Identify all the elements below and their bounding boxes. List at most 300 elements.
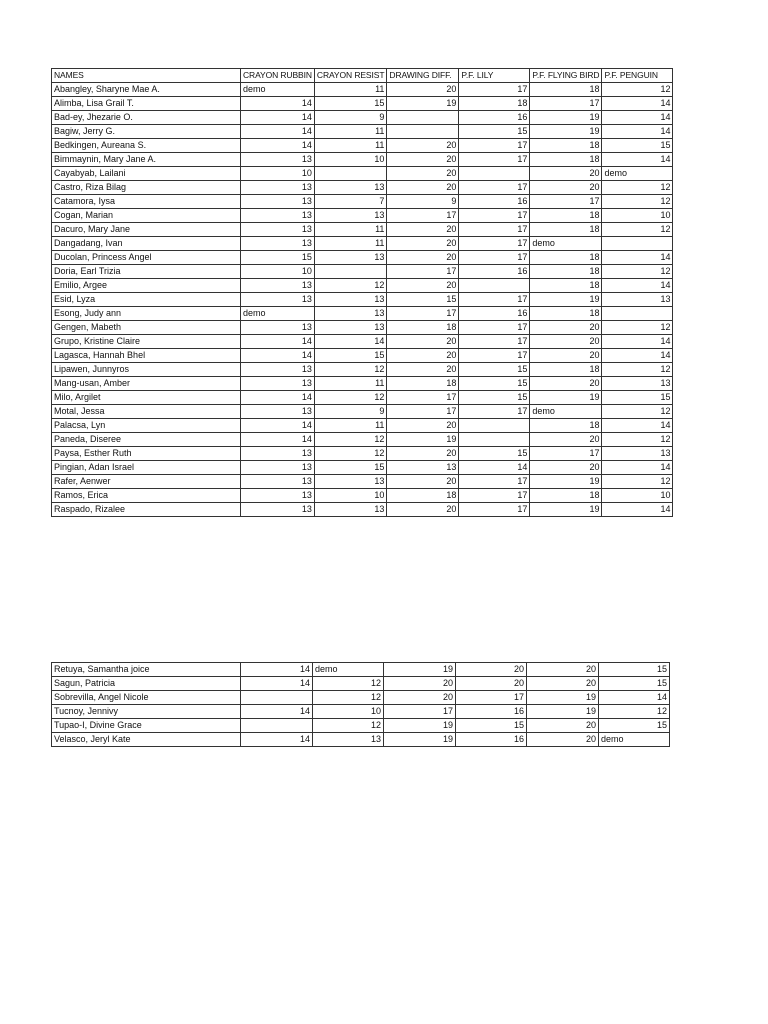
student-name-cell[interactable]: Motal, Jessa (52, 405, 241, 419)
student-row (52, 663, 670, 677)
score-cell[interactable]: 20 (387, 153, 459, 167)
student-row (52, 719, 670, 733)
score-cell[interactable]: 15 (387, 293, 459, 307)
score-cell[interactable]: 13 (241, 153, 315, 167)
score-cell[interactable]: 9 (387, 195, 459, 209)
score-cell[interactable]: 12 (602, 405, 673, 419)
student-name-cell[interactable]: Rafer, Aenwer (52, 475, 241, 489)
score-cell[interactable] (459, 433, 530, 447)
student-name-cell[interactable]: Paneda, Diseree (52, 433, 241, 447)
student-name-cell[interactable]: Tupao-I, Divine Grace (52, 719, 241, 733)
score-cell[interactable]: 12 (313, 691, 384, 705)
score-cell[interactable]: 14 (602, 125, 673, 139)
score-cell[interactable]: 19 (387, 433, 459, 447)
score-cell[interactable]: 14 (241, 111, 315, 125)
score-cell[interactable] (314, 265, 387, 279)
score-cell[interactable]: 12 (313, 719, 384, 733)
score-cell[interactable]: 13 (241, 475, 315, 489)
score-cell[interactable]: 19 (530, 475, 602, 489)
score-cell[interactable]: 12 (602, 363, 673, 377)
score-cell[interactable]: 20 (527, 719, 599, 733)
student-row (52, 223, 673, 237)
score-cell[interactable]: 19 (530, 111, 602, 125)
score-cell[interactable] (459, 419, 530, 433)
score-cell[interactable]: 14 (241, 349, 315, 363)
score-cell[interactable]: 20 (530, 181, 602, 195)
student-row (52, 111, 673, 125)
score-cell[interactable]: 18 (530, 223, 602, 237)
score-cell[interactable]: 17 (387, 265, 459, 279)
score-cell[interactable]: 14 (241, 677, 313, 691)
score-cell[interactable]: 17 (459, 405, 530, 419)
score-cell[interactable]: 13 (314, 321, 387, 335)
score-cell[interactable]: 18 (530, 279, 602, 293)
student-name-cell[interactable]: Mang-usan, Amber (52, 377, 241, 391)
student-row (52, 153, 673, 167)
score-cell[interactable]: 12 (602, 181, 673, 195)
student-name-cell[interactable]: Bagiw, Jerry G. (52, 125, 241, 139)
header-cell[interactable]: NAMES (52, 69, 241, 83)
score-cell[interactable]: 14 (241, 433, 315, 447)
score-cell[interactable]: 15 (241, 251, 315, 265)
student-name-cell[interactable]: Gengen, Mabeth (52, 321, 241, 335)
score-cell[interactable]: 18 (530, 209, 602, 223)
score-cell[interactable]: 11 (314, 237, 387, 251)
score-cell[interactable]: 13 (241, 181, 315, 195)
grades-table-body (52, 69, 673, 517)
student-row (52, 265, 673, 279)
score-cell[interactable]: 12 (314, 363, 387, 377)
score-cell[interactable]: 19 (384, 733, 456, 747)
score-cell[interactable]: 13 (313, 733, 384, 747)
grades-table (51, 68, 673, 517)
score-cell[interactable] (459, 279, 530, 293)
student-name-cell[interactable]: Grupo, Kristine Claire (52, 335, 241, 349)
score-cell[interactable]: 15 (459, 363, 530, 377)
score-cell[interactable] (602, 307, 673, 321)
score-cell[interactable]: 20 (387, 251, 459, 265)
score-cell[interactable]: 18 (387, 377, 459, 391)
score-cell[interactable]: 20 (387, 139, 459, 153)
score-cell[interactable]: 15 (459, 377, 530, 391)
student-row (52, 705, 670, 719)
score-cell[interactable]: 15 (602, 391, 673, 405)
score-cell[interactable]: 11 (314, 377, 387, 391)
score-cell[interactable]: 13 (314, 209, 387, 223)
score-cell[interactable]: demo (530, 405, 602, 419)
student-name-cell[interactable]: Emilio, Argee (52, 279, 241, 293)
score-cell[interactable]: 14 (602, 335, 673, 349)
score-cell[interactable]: 18 (530, 153, 602, 167)
score-cell[interactable]: 14 (241, 391, 315, 405)
score-cell[interactable]: 15 (599, 663, 670, 677)
score-cell[interactable]: 13 (241, 237, 315, 251)
score-cell[interactable]: 13 (314, 475, 387, 489)
score-cell[interactable]: 13 (602, 447, 673, 461)
score-cell[interactable]: 15 (314, 461, 387, 475)
score-cell[interactable]: 18 (530, 363, 602, 377)
score-cell[interactable]: 20 (384, 677, 456, 691)
score-cell[interactable]: 13 (602, 377, 673, 391)
score-cell[interactable]: 19 (387, 97, 459, 111)
score-cell[interactable]: 20 (387, 447, 459, 461)
score-cell[interactable]: 13 (602, 293, 673, 307)
score-cell[interactable]: 20 (387, 419, 459, 433)
score-cell[interactable] (387, 125, 459, 139)
student-name-cell[interactable]: Retuya, Samantha joice (52, 663, 241, 677)
score-cell[interactable]: 13 (241, 447, 315, 461)
score-cell[interactable]: 13 (241, 363, 315, 377)
score-cell[interactable]: 17 (530, 195, 602, 209)
student-name-cell[interactable]: Lipawen, Junnyros (52, 363, 241, 377)
header-cell[interactable]: DRAWING DIFF. (387, 69, 459, 83)
score-cell[interactable]: 18 (530, 419, 602, 433)
student-name-cell[interactable]: Velasco, Jeryl Kate (52, 733, 241, 747)
score-cell[interactable]: 15 (459, 391, 530, 405)
score-cell[interactable]: 14 (241, 125, 315, 139)
score-cell[interactable]: 10 (602, 209, 673, 223)
score-cell[interactable]: 12 (314, 447, 387, 461)
score-cell[interactable]: 17 (459, 489, 530, 503)
score-cell[interactable]: 17 (459, 83, 530, 97)
score-cell[interactable]: 20 (530, 335, 602, 349)
score-cell[interactable]: 15 (456, 719, 527, 733)
student-name-cell[interactable]: Milo, Argilet (52, 391, 241, 405)
score-cell[interactable]: 19 (384, 663, 456, 677)
score-cell[interactable]: 20 (387, 83, 459, 97)
score-cell[interactable]: 9 (314, 405, 387, 419)
score-cell[interactable]: 17 (387, 391, 459, 405)
score-cell[interactable]: 20 (530, 349, 602, 363)
score-cell[interactable]: 16 (459, 307, 530, 321)
score-cell[interactable]: 14 (599, 691, 670, 705)
score-cell[interactable]: 20 (530, 377, 602, 391)
student-row (52, 733, 670, 747)
student-row (52, 83, 673, 97)
score-cell[interactable]: 7 (314, 195, 387, 209)
score-cell[interactable]: 15 (314, 349, 387, 363)
score-cell[interactable]: 9 (314, 111, 387, 125)
score-cell[interactable]: 15 (459, 447, 530, 461)
grades-table-continued (51, 662, 670, 747)
score-cell[interactable]: 19 (530, 503, 602, 517)
header-cell[interactable]: CRAYON RESIST (314, 69, 387, 83)
score-cell[interactable]: 12 (602, 265, 673, 279)
score-cell[interactable]: 20 (387, 335, 459, 349)
score-cell[interactable]: 17 (459, 209, 530, 223)
score-cell[interactable] (241, 719, 313, 733)
header-row (52, 69, 673, 83)
score-cell[interactable]: 20 (387, 279, 459, 293)
student-name-cell[interactable]: Dangadang, Ivan (52, 237, 241, 251)
score-cell[interactable]: 14 (602, 349, 673, 363)
student-row (52, 391, 673, 405)
student-row (52, 237, 673, 251)
student-name-cell[interactable]: Cayabyab, Lailani (52, 167, 241, 181)
score-cell[interactable]: 10 (241, 167, 315, 181)
student-row (52, 307, 673, 321)
score-cell[interactable]: 13 (241, 195, 315, 209)
score-cell[interactable]: 16 (456, 705, 527, 719)
student-name-cell[interactable]: Cogan, Marian (52, 209, 241, 223)
score-cell[interactable]: 12 (314, 279, 387, 293)
score-cell[interactable]: 16 (459, 195, 530, 209)
score-cell[interactable]: 14 (602, 461, 673, 475)
header-cell[interactable]: CRAYON RUBBIN (241, 69, 315, 83)
student-name-cell[interactable]: Dacuro, Mary Jane (52, 223, 241, 237)
score-cell[interactable]: 11 (314, 223, 387, 237)
score-cell[interactable]: 17 (459, 237, 530, 251)
student-row (52, 97, 673, 111)
score-cell[interactable]: 14 (241, 733, 313, 747)
score-cell[interactable]: 17 (459, 335, 530, 349)
score-cell[interactable]: 16 (456, 733, 527, 747)
score-cell[interactable]: 14 (241, 705, 313, 719)
score-cell[interactable]: 13 (241, 405, 315, 419)
score-cell[interactable]: 20 (527, 733, 599, 747)
score-cell[interactable]: 20 (387, 181, 459, 195)
score-cell[interactable]: 10 (313, 705, 384, 719)
score-cell[interactable]: demo (241, 83, 315, 97)
score-cell[interactable]: 13 (387, 461, 459, 475)
score-cell[interactable]: 12 (599, 705, 670, 719)
student-row (52, 433, 673, 447)
score-cell[interactable]: demo (313, 663, 384, 677)
score-cell[interactable]: 20 (456, 677, 527, 691)
score-cell[interactable]: 13 (241, 209, 315, 223)
score-cell[interactable]: 14 (241, 97, 315, 111)
score-cell[interactable]: 17 (459, 223, 530, 237)
score-cell[interactable]: 17 (459, 349, 530, 363)
score-cell[interactable]: 13 (241, 321, 315, 335)
student-row (52, 335, 673, 349)
score-cell[interactable]: demo (241, 307, 315, 321)
score-cell[interactable]: 20 (387, 349, 459, 363)
score-cell[interactable]: 18 (530, 251, 602, 265)
score-cell[interactable] (314, 167, 387, 181)
score-cell[interactable]: 15 (599, 677, 670, 691)
score-cell[interactable]: 13 (241, 293, 315, 307)
student-row (52, 125, 673, 139)
header-cell[interactable]: P.F. LILY (459, 69, 530, 83)
score-cell[interactable]: 18 (387, 321, 459, 335)
score-cell[interactable]: 12 (602, 321, 673, 335)
student-row (52, 461, 673, 475)
score-cell[interactable]: 13 (314, 181, 387, 195)
score-cell[interactable]: 18 (530, 139, 602, 153)
score-cell[interactable]: 19 (530, 391, 602, 405)
student-name-cell[interactable]: Ramos, Erica (52, 489, 241, 503)
score-cell[interactable]: 20 (530, 433, 602, 447)
score-cell[interactable]: 14 (602, 419, 673, 433)
score-cell[interactable]: 20 (527, 663, 599, 677)
score-cell[interactable]: 20 (387, 363, 459, 377)
student-name-cell[interactable]: Abangley, Sharyne Mae A. (52, 83, 241, 97)
student-name-cell[interactable]: Catamora, Iysa (52, 195, 241, 209)
student-row (52, 167, 673, 181)
score-cell[interactable]: 19 (530, 293, 602, 307)
student-row (52, 279, 673, 293)
score-cell[interactable]: 17 (459, 251, 530, 265)
score-cell[interactable]: 17 (530, 97, 602, 111)
score-cell[interactable]: 13 (241, 489, 315, 503)
student-name-cell[interactable]: Doria, Earl Trizia (52, 265, 241, 279)
score-cell[interactable]: 12 (314, 433, 387, 447)
student-name-cell[interactable]: Alimba, Lisa Grail T. (52, 97, 241, 111)
score-cell[interactable]: 13 (314, 503, 387, 517)
score-cell[interactable]: 14 (241, 663, 313, 677)
score-cell[interactable]: 20 (387, 503, 459, 517)
student-row (52, 503, 673, 517)
score-cell[interactable]: 20 (456, 663, 527, 677)
score-cell[interactable]: 12 (314, 391, 387, 405)
student-name-cell[interactable]: Sagun, Patricia (52, 677, 241, 691)
score-cell[interactable]: 17 (459, 293, 530, 307)
score-cell[interactable]: 14 (241, 335, 315, 349)
score-cell[interactable]: 13 (314, 251, 387, 265)
score-cell[interactable]: 17 (459, 321, 530, 335)
score-cell[interactable]: 18 (530, 83, 602, 97)
student-row (52, 419, 673, 433)
score-cell[interactable]: 10 (314, 153, 387, 167)
score-cell[interactable]: 13 (241, 377, 315, 391)
score-cell[interactable]: 10 (602, 489, 673, 503)
student-row (52, 677, 670, 691)
score-cell[interactable]: 17 (387, 209, 459, 223)
score-cell[interactable]: demo (530, 237, 602, 251)
score-cell[interactable]: 12 (602, 475, 673, 489)
student-name-cell[interactable]: Bad-ey, Jhezarie O. (52, 111, 241, 125)
score-cell[interactable]: 13 (314, 293, 387, 307)
score-cell[interactable]: 12 (602, 83, 673, 97)
score-cell[interactable]: 16 (459, 111, 530, 125)
score-cell[interactable]: 15 (602, 139, 673, 153)
score-cell[interactable]: 20 (530, 461, 602, 475)
student-name-cell[interactable]: Lagasca, Hannah Bhel (52, 349, 241, 363)
score-cell[interactable]: 14 (602, 111, 673, 125)
score-cell[interactable]: 19 (530, 125, 602, 139)
score-cell[interactable]: 14 (602, 503, 673, 517)
student-name-cell[interactable]: Ducolan, Princess Angel (52, 251, 241, 265)
score-cell[interactable]: 20 (530, 167, 602, 181)
student-name-cell[interactable]: Castro, Riza Bilag (52, 181, 241, 195)
student-name-cell[interactable]: Esid, Lyza (52, 293, 241, 307)
score-cell[interactable]: 17 (384, 705, 456, 719)
score-cell[interactable]: 13 (241, 279, 315, 293)
score-cell[interactable]: 14 (602, 251, 673, 265)
score-cell[interactable]: 11 (314, 419, 387, 433)
student-row (52, 293, 673, 307)
student-name-cell[interactable]: Palacsa, Lyn (52, 419, 241, 433)
header-cell[interactable]: P.F. FLYING BIRD (530, 69, 602, 83)
score-cell[interactable]: 18 (530, 489, 602, 503)
score-cell[interactable]: 20 (530, 321, 602, 335)
student-row (52, 475, 673, 489)
score-cell[interactable]: 18 (530, 307, 602, 321)
score-cell[interactable]: 13 (241, 503, 315, 517)
score-cell[interactable]: 19 (384, 719, 456, 733)
score-cell[interactable]: 13 (314, 307, 387, 321)
score-cell[interactable]: 12 (313, 677, 384, 691)
score-cell[interactable]: 17 (459, 475, 530, 489)
score-cell[interactable]: demo (599, 733, 670, 747)
score-cell[interactable]: 12 (602, 433, 673, 447)
student-name-cell[interactable]: Tucnoy, Jennivy (52, 705, 241, 719)
score-cell[interactable] (387, 111, 459, 125)
student-name-cell[interactable]: Sobrevilla, Angel Nicole (52, 691, 241, 705)
score-cell[interactable]: 10 (314, 489, 387, 503)
score-cell[interactable]: 18 (530, 265, 602, 279)
score-cell[interactable]: 13 (241, 223, 315, 237)
score-cell[interactable]: 11 (314, 139, 387, 153)
score-cell[interactable]: 17 (459, 503, 530, 517)
score-cell[interactable]: 20 (384, 691, 456, 705)
score-cell[interactable]: 20 (387, 167, 459, 181)
score-cell[interactable] (241, 691, 313, 705)
score-cell[interactable] (459, 167, 530, 181)
header-cell[interactable]: P.F. PENGUIN (602, 69, 673, 83)
score-cell[interactable]: 14 (602, 97, 673, 111)
score-cell[interactable]: 19 (527, 705, 599, 719)
student-name-cell[interactable]: Pingian, Adan Israel (52, 461, 241, 475)
score-cell[interactable]: 11 (314, 125, 387, 139)
student-row (52, 195, 673, 209)
score-cell[interactable]: 17 (459, 181, 530, 195)
score-cell[interactable]: demo (602, 167, 673, 181)
score-cell[interactable]: 15 (599, 719, 670, 733)
score-cell[interactable]: 20 (387, 237, 459, 251)
student-name-cell[interactable]: Raspado, Rizalee (52, 503, 241, 517)
score-cell[interactable]: 13 (241, 461, 315, 475)
score-cell[interactable]: 17 (530, 447, 602, 461)
score-cell[interactable]: 18 (387, 489, 459, 503)
score-cell[interactable]: 17 (387, 405, 459, 419)
score-cell[interactable]: 11 (314, 83, 387, 97)
score-cell[interactable]: 14 (314, 335, 387, 349)
score-cell[interactable]: 20 (527, 677, 599, 691)
score-cell[interactable]: 16 (459, 265, 530, 279)
student-name-cell[interactable]: Bedkingen, Aureana S. (52, 139, 241, 153)
score-cell[interactable]: 14 (602, 279, 673, 293)
score-cell[interactable]: 17 (459, 139, 530, 153)
score-cell[interactable]: 20 (387, 223, 459, 237)
student-row (52, 139, 673, 153)
student-name-cell[interactable]: Bimmaynin, Mary Jane A. (52, 153, 241, 167)
score-cell[interactable]: 15 (314, 97, 387, 111)
score-cell[interactable]: 17 (459, 153, 530, 167)
score-cell[interactable]: 17 (456, 691, 527, 705)
score-cell[interactable]: 12 (602, 223, 673, 237)
student-name-cell[interactable]: Paysa, Esther Ruth (52, 447, 241, 461)
student-row (52, 349, 673, 363)
student-row (52, 209, 673, 223)
score-cell[interactable]: 15 (459, 125, 530, 139)
student-name-cell[interactable]: Esong, Judy ann (52, 307, 241, 321)
score-cell[interactable]: 14 (241, 139, 315, 153)
student-row (52, 181, 673, 195)
score-cell[interactable] (602, 237, 673, 251)
score-cell[interactable]: 14 (459, 461, 530, 475)
score-cell[interactable]: 20 (387, 475, 459, 489)
score-cell[interactable]: 10 (241, 265, 315, 279)
score-cell[interactable]: 12 (602, 195, 673, 209)
student-row (52, 321, 673, 335)
score-cell[interactable]: 17 (387, 307, 459, 321)
score-cell[interactable]: 18 (459, 97, 530, 111)
score-cell[interactable]: 19 (527, 691, 599, 705)
score-cell[interactable]: 14 (602, 153, 673, 167)
score-cell[interactable]: 14 (241, 419, 315, 433)
